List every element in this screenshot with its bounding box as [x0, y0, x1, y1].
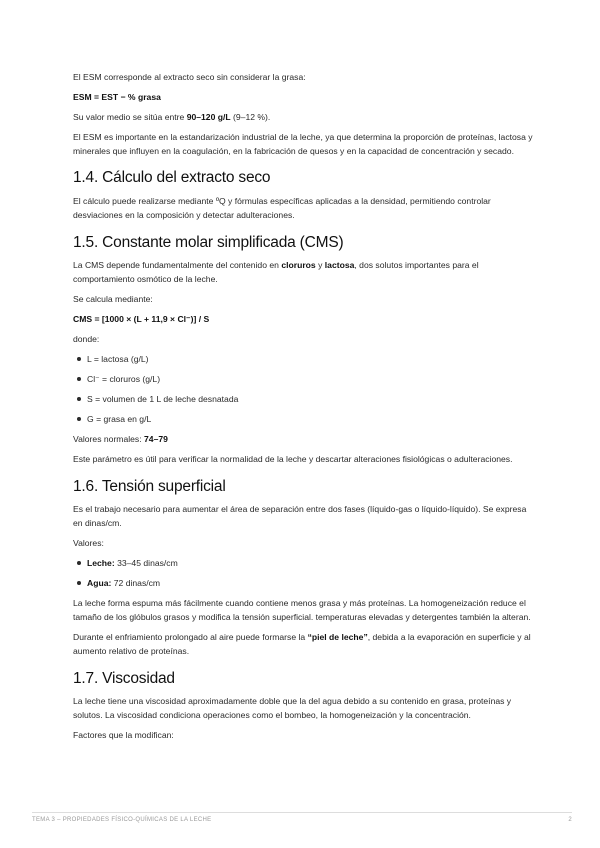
cms-formula: CMS = [1000 × (L + 11,9 × Cl⁻)] / S: [73, 314, 210, 324]
heading-tension: 1.6. Tensión superficial: [73, 478, 226, 495]
cms-description: La CMS depende fundamentalmente del contenido en cloruros y lactosa, dos solutos importantes para el comportamiento osmótico de la leche.: [73, 260, 479, 284]
heading-viscosidad: 1.7. Viscosidad: [73, 670, 175, 687]
list-item: Cl⁻ = cloruros (g/L): [73, 372, 533, 386]
esm-formula: ESM = EST − % grasa: [73, 92, 161, 102]
cms-variables-list: [73, 352, 533, 426]
document-body: [73, 70, 533, 742]
tension-foam-note: La leche forma espuma más fácilmente cuando contiene menos grasa y más proteínas. La homogeneización reduce el tamaño de los glóbulos grasos y modifica la tensión superficial. temperaturas elevadas y detergentes también la alteran.: [73, 598, 531, 622]
list-item: Leche: 33–45 dinas/cm: [73, 556, 533, 570]
heading-calculo: 1.4. Cálculo del extracto seco: [73, 169, 271, 186]
esm-importance: El ESM es importante en la estandarización industrial de la leche, ya que determina la proporción de proteínas, lactosa y minerales que influyen en la coagulación, en la fabricación de quesos y en la capacidad de concentración y secado.: [73, 132, 533, 156]
cms-param-note: Este parámetro es útil para verificar la normalidad de la leche y descartar alteraciones fisiológicas o adulteraciones.: [73, 454, 513, 464]
viscosidad-body: La leche tiene una viscosidad aproximadamente doble que la del agua debido a su contenido en grasa, proteínas y solutos. La viscosidad condiciona operaciones como el bombeo, la homogeneización y la concentración.: [73, 696, 512, 720]
viscosidad-factors-label: Factores que la modifican:: [73, 730, 174, 740]
tension-definition: Es el trabajo necesario para aumentar el área de separación entre dos fases (líquido-gas o líquido-líquido). Se expresa en dinas/cm.: [73, 504, 527, 528]
donde-label: donde:: [73, 334, 100, 344]
page-number: 2: [568, 817, 572, 823]
list-item: G = grasa en g/L: [73, 412, 533, 426]
calculo-body: El cálculo puede realizarse mediante ºQ y fórmulas específicas aplicadas a la densidad, permitiendo controlar desviaciones en la composición y detectar adulteraciones.: [73, 196, 491, 220]
tension-values-list: [73, 556, 533, 590]
footer-title: TEMA 3 – PROPIEDADES FÍSICO-QUÍMICAS DE LA LECHE: [32, 817, 212, 823]
cms-calc-label: Se calcula mediante:: [73, 294, 153, 304]
page-footer: [32, 812, 572, 823]
esm-intro: El ESM corresponde al extracto seco sin considerar la grasa:: [73, 72, 306, 82]
esm-value: Su valor medio se sitúa entre 90–120 g/L (9–12 %).: [73, 112, 271, 122]
tension-skin-note: Durante el enfriamiento prolongado al aire puede formarse la “piel de leche”, debida a la evaporación en superficie y al aumento relativo de proteínas.: [73, 632, 531, 656]
list-item: Agua: 72 dinas/cm: [73, 576, 533, 590]
cms-normal-values: Valores normales: 74–79: [73, 434, 168, 444]
list-item: L = lactosa (g/L): [73, 352, 533, 366]
tension-values-label: Valores:: [73, 538, 104, 548]
list-item: S = volumen de 1 L de leche desnatada: [73, 392, 533, 406]
heading-cms: 1.5. Constante molar simplificada (CMS): [73, 234, 344, 251]
